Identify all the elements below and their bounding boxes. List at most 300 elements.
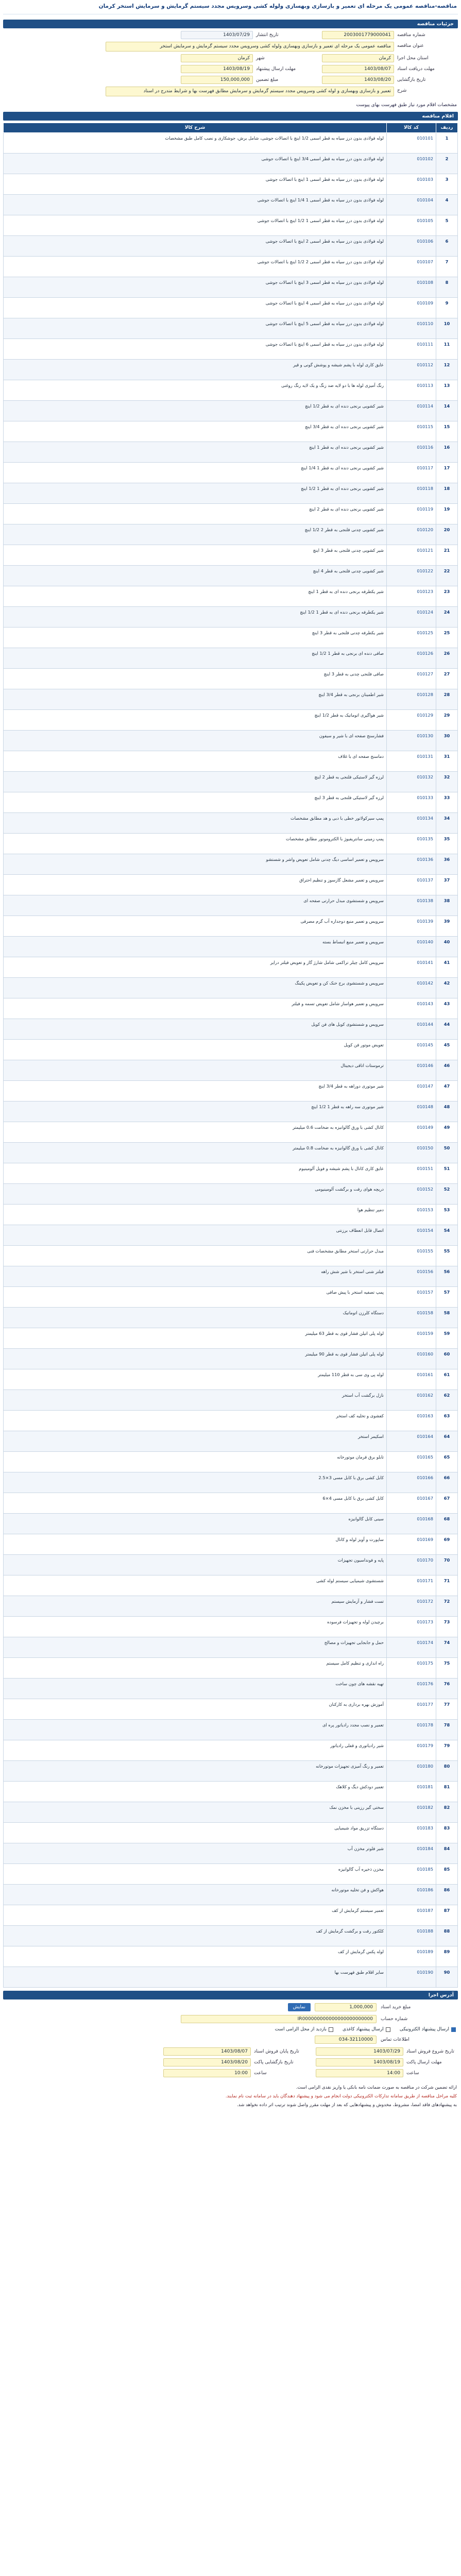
- table-row: [4, 937, 458, 957]
- item-code: 010147: [387, 1081, 436, 1101]
- item-row-number: 64: [436, 1431, 458, 1452]
- item-code: 010137: [387, 875, 436, 895]
- item-row-number: 57: [436, 1287, 458, 1308]
- item-code: 010160: [387, 1349, 436, 1369]
- item-row-number: 23: [436, 586, 458, 607]
- item-code: 010134: [387, 813, 436, 834]
- item-description: سرویس و تعمیر هواساز شامل تعویض تسمه و فیلتر: [4, 998, 387, 1019]
- item-row-number: 43: [436, 998, 458, 1019]
- item-code: 010188: [387, 1926, 436, 1946]
- item-row-number: 88: [436, 1926, 458, 1946]
- item-row-number: 20: [436, 524, 458, 545]
- table-row: [4, 854, 458, 875]
- item-row-number: 12: [436, 360, 458, 380]
- item-row-number: 9: [436, 298, 458, 318]
- checkbox-checked-icon[interactable]: [451, 2027, 456, 2032]
- row-description: [3, 87, 458, 96]
- item-description: سختی گیر رزینی با مخزن نمک: [4, 1802, 387, 1823]
- item-code: 010184: [387, 1843, 436, 1864]
- section-details: جزئیات مناقصه: [3, 20, 458, 28]
- table-row: [4, 1782, 458, 1802]
- item-row-number: 82: [436, 1802, 458, 1823]
- item-row-number: 38: [436, 895, 458, 916]
- item-code: 010107: [387, 257, 436, 277]
- table-row: [4, 978, 458, 998]
- item-code: 010163: [387, 1411, 436, 1431]
- times-row: [3, 2069, 458, 2077]
- table-row: [4, 257, 458, 277]
- date-label: تاریخ پایان فروش اسناد: [254, 2049, 299, 2054]
- table-row: [4, 1720, 458, 1740]
- city-label: شهر: [256, 56, 265, 61]
- item-row-number: 77: [436, 1699, 458, 1720]
- date-label: مهلت ارسال پاکت: [406, 2060, 442, 2065]
- doc-price-label: مبلغ خرید اسناد: [381, 2005, 411, 2010]
- item-row-number: 56: [436, 1266, 458, 1287]
- table-row: [4, 339, 458, 360]
- item-row-number: 81: [436, 1782, 458, 1802]
- item-code: 010158: [387, 1308, 436, 1328]
- item-row-number: 45: [436, 1040, 458, 1060]
- row-open: [3, 76, 458, 84]
- table-row: [4, 1885, 458, 1905]
- item-code: 010110: [387, 318, 436, 339]
- table-row: [4, 1328, 458, 1349]
- item-description: صافی فلنجی چدنی به قطر 3 اینچ: [4, 669, 387, 689]
- item-description: ساپورت و آویز لوله و کانال: [4, 1534, 387, 1555]
- table-row: [4, 1431, 458, 1452]
- item-code: 010141: [387, 957, 436, 978]
- item-description: لوله پی وی سی به قطر 110 میلیمتر: [4, 1369, 387, 1390]
- col-row-header: ردیف: [436, 123, 458, 133]
- item-description: کانال کشی با ورق گالوانیزه به ضخامت 0.8 میلیمتر: [4, 1143, 387, 1163]
- table-row: [4, 483, 458, 504]
- item-code: 010115: [387, 421, 436, 442]
- item-description: شیر رادیاتوری و قفلی رادیاتور: [4, 1740, 387, 1761]
- item-row-number: 37: [436, 875, 458, 895]
- item-code: 010118: [387, 483, 436, 504]
- item-row-number: 61: [436, 1369, 458, 1390]
- item-row-number: 26: [436, 648, 458, 669]
- item-row-number: 55: [436, 1246, 458, 1266]
- table-row: [4, 298, 458, 318]
- item-row-number: 46: [436, 1060, 458, 1081]
- table-row: [4, 1184, 458, 1205]
- item-description: عایق کاری کانال با پشم شیشه و فویل آلومینیوم: [4, 1163, 387, 1184]
- item-code: 010106: [387, 236, 436, 257]
- table-row: [4, 710, 458, 731]
- item-description: لوله فولادی بدون درز سیاه به قطر اسمی 1 1/4 اینچ با اتصالات جوشی: [4, 195, 387, 215]
- table-row: [4, 133, 458, 154]
- table-row: [4, 401, 458, 421]
- item-code: 010162: [387, 1390, 436, 1411]
- item-code: 010148: [387, 1101, 436, 1122]
- item-code: 010189: [387, 1946, 436, 1967]
- table-row: [4, 957, 458, 978]
- table-row: [4, 1452, 458, 1472]
- item-description: نازل برگشت آب استخر: [4, 1390, 387, 1411]
- item-row-number: 28: [436, 689, 458, 710]
- item-description: سرویس و شستشوی مبدل حرارتی صفحه ای: [4, 895, 387, 916]
- table-row: [4, 772, 458, 792]
- item-description: پایه و فونداسیون تجهیزات: [4, 1555, 387, 1575]
- table-row: [4, 566, 458, 586]
- item-code: 010135: [387, 834, 436, 854]
- table-row: [4, 1699, 458, 1720]
- item-description: شیر موتوری سه راهه به قطر 1 1/2 اینچ: [4, 1101, 387, 1122]
- item-description: شستشوی شیمیایی سیستم لوله کشی: [4, 1575, 387, 1596]
- item-code: 010101: [387, 133, 436, 154]
- dates-row-2: [3, 2058, 458, 2066]
- item-description: پمپ سیرکولاتور خطی با دبی و هد مطابق مشخصات: [4, 813, 387, 834]
- item-row-number: 75: [436, 1658, 458, 1679]
- table-row: [4, 1390, 458, 1411]
- item-description: شیر کشویی برنجی دنده ای به قطر 1 1/2 اینچ: [4, 483, 387, 504]
- item-row-number: 13: [436, 380, 458, 401]
- table-row: [4, 1843, 458, 1864]
- table-row: [4, 524, 458, 545]
- table-row: [4, 731, 458, 751]
- note-item: کلیه مراحل مناقصه از طریق سامانه تدارکات الکترونیکی دولت انجام می شود و پیشنهاد دهندگان باید در سامانه ثبت نام نمایند.: [225, 2094, 457, 2099]
- item-row-number: 47: [436, 1081, 458, 1101]
- table-row: [4, 1369, 458, 1390]
- item-code: 010190: [387, 1967, 436, 1988]
- province-value: کرمان: [322, 54, 394, 62]
- item-code: 010159: [387, 1328, 436, 1349]
- table-row: [4, 875, 458, 895]
- section-place: آدرس اجرا: [3, 1991, 458, 1999]
- open-date-value: 1403/08/20: [322, 76, 394, 84]
- item-code: 010140: [387, 937, 436, 957]
- item-description: لوله فولادی بدون درز سیاه به قطر اسمی 1 اینچ با اتصالات جوشی: [4, 174, 387, 195]
- table-row: [4, 1658, 458, 1679]
- item-row-number: 90: [436, 1967, 458, 1988]
- checkbox-empty-icon[interactable]: [329, 2027, 333, 2032]
- item-description: دریچه هوای رفت و برگشت آلومینیومی: [4, 1184, 387, 1205]
- table-row: [4, 1122, 458, 1143]
- guarantee-label: مبلغ تضمین: [256, 77, 279, 82]
- item-description: شیر اطمینان برنجی به قطر 3/4 اینچ: [4, 689, 387, 710]
- send-deadline-value: 1403/08/19: [181, 65, 253, 73]
- item-code: 010131: [387, 751, 436, 772]
- item-code: 010167: [387, 1493, 436, 1514]
- option-paper[interactable]: [343, 2027, 390, 2032]
- section-items: اقلام مناقصه: [3, 112, 458, 121]
- item-row-number: 63: [436, 1411, 458, 1431]
- option-paper-label: ارسال پیشنهاد کاغذی: [343, 2027, 384, 2032]
- item-row-number: 74: [436, 1637, 458, 1658]
- item-row-number: 2: [436, 154, 458, 174]
- item-code: 010154: [387, 1225, 436, 1246]
- item-description: فشارسنج صفحه ای با شیر و سیفون: [4, 731, 387, 751]
- item-row-number: 68: [436, 1514, 458, 1534]
- table-row: [4, 1349, 458, 1369]
- item-row-number: 4: [436, 195, 458, 215]
- item-row-number: 59: [436, 1328, 458, 1349]
- row-deadline: [3, 65, 458, 73]
- table-row: [4, 1617, 458, 1637]
- item-row-number: 35: [436, 834, 458, 854]
- item-description: لوله فولادی بدون درز سیاه به قطر اسمی 1/2 اینچ با اتصالات جوشی، شامل برش، جوشکاری و نصب کامل طبق مشخصات: [4, 133, 387, 154]
- item-description: لوله پکس گرمایش از کف: [4, 1946, 387, 1967]
- item-description: هواکش و فن تخلیه موتورخانه: [4, 1885, 387, 1905]
- item-row-number: 6: [436, 236, 458, 257]
- item-row-number: 11: [436, 339, 458, 360]
- items-body: [4, 133, 458, 1988]
- row-number: [3, 31, 458, 39]
- table-row: [4, 1967, 458, 1988]
- table-row: [4, 792, 458, 813]
- item-row-number: 71: [436, 1575, 458, 1596]
- row-location: [3, 54, 458, 62]
- item-description: تعمیر و نصب مجدد رادیاتور پره ای: [4, 1720, 387, 1740]
- item-code: 010171: [387, 1575, 436, 1596]
- item-code: 010120: [387, 524, 436, 545]
- item-description: صافی دنده ای برنجی به قطر 1 1/2 اینچ: [4, 648, 387, 669]
- item-row-number: 36: [436, 854, 458, 875]
- option-visit[interactable]: [275, 2027, 333, 2032]
- tender-title-label: عنوان مناقصه: [397, 43, 424, 48]
- province-label: استان محل اجرا: [397, 56, 429, 61]
- item-row-number: 34: [436, 813, 458, 834]
- item-code: 010114: [387, 401, 436, 421]
- item-row-number: 21: [436, 545, 458, 566]
- table-row: [4, 1823, 458, 1843]
- item-description: تعمیر و رنگ آمیزی تجهیزات موتورخانه: [4, 1761, 387, 1782]
- item-row-number: 67: [436, 1493, 458, 1514]
- table-row: [4, 154, 458, 174]
- item-code: 010168: [387, 1514, 436, 1534]
- item-description: لوله پلی اتیلن فشار قوی به قطر 90 میلیمتر: [4, 1349, 387, 1369]
- show-button[interactable]: نمایش: [288, 2003, 311, 2011]
- item-description: سایر اقلام طبق فهرست بها: [4, 1967, 387, 1988]
- item-code: 010152: [387, 1184, 436, 1205]
- item-description: شیر موتوری دوراهه به قطر 3/4 اینچ: [4, 1081, 387, 1101]
- table-row: [4, 195, 458, 215]
- table-row: [4, 1225, 458, 1246]
- item-code: 010151: [387, 1163, 436, 1184]
- item-description: لوله فولادی بدون درز سیاه به قطر اسمی 3/4 اینچ با اتصالات جوشی: [4, 154, 387, 174]
- item-code: 010150: [387, 1143, 436, 1163]
- bank-value: IR000000000000000000000000: [181, 2015, 377, 2023]
- page-title: مناقصه-مناقصه عمومی یک مرحله ای تعمیر و بازسازی وبهسازی ولوله کشی وسرویس مجدد سیستم گرمایش و سرمایش استخر کرمان: [3, 2, 458, 14]
- item-row-number: 15: [436, 421, 458, 442]
- deadline-label: مهلت دریافت اسناد: [397, 66, 435, 72]
- table-row: [4, 1163, 458, 1184]
- contact-row: [3, 2036, 458, 2044]
- item-code: 010173: [387, 1617, 436, 1637]
- item-code: 010117: [387, 463, 436, 483]
- table-row: [4, 689, 458, 710]
- item-code: 010155: [387, 1246, 436, 1266]
- item-row-number: 73: [436, 1617, 458, 1637]
- item-row-number: 19: [436, 504, 458, 524]
- options-row: [5, 2027, 456, 2032]
- option-online[interactable]: [400, 2027, 456, 2032]
- col-code-header: کد کالا: [387, 123, 436, 133]
- description-value: تعمیر و بازسازی وبهسازی و لوله کشی وسرویس مجدد سیستم گرمایش و سرمایش مطابق فهرست بها و شرایط مندرج در اسناد: [106, 87, 394, 96]
- table-row: [4, 1308, 458, 1328]
- item-row-number: 51: [436, 1163, 458, 1184]
- item-description: مخزن ذخیره آب گالوانیزه: [4, 1864, 387, 1885]
- item-description: سرویس و تعمیر مشعل گازسوز و تنظیم احتراق: [4, 875, 387, 895]
- guarantee-value: 150,000,000: [181, 76, 253, 84]
- item-code: 010133: [387, 792, 436, 813]
- time-value: 14:00: [316, 2069, 403, 2077]
- item-description: لوله فولادی بدون درز سیاه به قطر اسمی 1 1/2 اینچ با اتصالات جوشی: [4, 215, 387, 236]
- item-row-number: 5: [436, 215, 458, 236]
- announce-date-value: 1403/07/29: [181, 31, 253, 39]
- item-code: 010161: [387, 1369, 436, 1390]
- date-label: تاریخ بازگشایی پاکت: [254, 2060, 294, 2065]
- item-code: 010174: [387, 1637, 436, 1658]
- table-row: [4, 1019, 458, 1040]
- item-row-number: 48: [436, 1101, 458, 1122]
- bank-label: شماره حساب: [381, 2016, 408, 2022]
- table-row: [4, 1761, 458, 1782]
- item-description: تست فشار و آزمایش سیستم: [4, 1596, 387, 1617]
- table-row: [4, 360, 458, 380]
- item-code: 010149: [387, 1122, 436, 1143]
- item-description: تعویض موتور فن کویل: [4, 1040, 387, 1060]
- item-code: 010126: [387, 648, 436, 669]
- item-description: سرویس و تعمیر منبع انبساط بسته: [4, 937, 387, 957]
- contact-label: اطلاعات تماس: [381, 2037, 409, 2042]
- item-row-number: 70: [436, 1555, 458, 1575]
- item-code: 010130: [387, 731, 436, 751]
- item-description: تعمیر سیستم گرمایش از کف: [4, 1905, 387, 1926]
- table-row: [4, 1637, 458, 1658]
- table-row: [4, 1040, 458, 1060]
- item-row-number: 62: [436, 1390, 458, 1411]
- table-row: [4, 669, 458, 689]
- table-row: [4, 1060, 458, 1081]
- table-row: [4, 586, 458, 607]
- item-code: 010112: [387, 360, 436, 380]
- table-row: [4, 442, 458, 463]
- item-code: 010179: [387, 1740, 436, 1761]
- table-row: [4, 834, 458, 854]
- item-description: لوله فولادی بدون درز سیاه به قطر اسمی 5 اینچ با اتصالات جوشی: [4, 318, 387, 339]
- item-code: 010145: [387, 1040, 436, 1060]
- item-code: 010119: [387, 504, 436, 524]
- item-description: راه اندازی و تنظیم کامل سیستم: [4, 1658, 387, 1679]
- item-code: 010178: [387, 1720, 436, 1740]
- table-row: [4, 318, 458, 339]
- table-row: [4, 236, 458, 257]
- item-code: 010153: [387, 1205, 436, 1225]
- table-row: [4, 1266, 458, 1287]
- item-row-number: 1: [436, 133, 458, 154]
- item-description: شیر هواگیری اتوماتیک به قطر 1/2 اینچ: [4, 710, 387, 731]
- item-description: لوله فولادی بدون درز سیاه به قطر اسمی 4 اینچ با اتصالات جوشی: [4, 298, 387, 318]
- item-description: رنگ آمیزی لوله ها با دو لایه ضد زنگ و یک لایه رنگ روغنی: [4, 380, 387, 401]
- item-row-number: 7: [436, 257, 458, 277]
- table-row: [4, 1514, 458, 1534]
- table-row: [4, 1555, 458, 1575]
- item-code: 010132: [387, 772, 436, 792]
- item-row-number: 52: [436, 1184, 458, 1205]
- item-code: 010182: [387, 1802, 436, 1823]
- table-row: [4, 1472, 458, 1493]
- item-description: حمل و جابجایی تجهیزات و مصالح: [4, 1637, 387, 1658]
- option-visit-label: بازدید از محل الزامی است: [275, 2027, 327, 2032]
- table-row: [4, 895, 458, 916]
- dates-row-1: [3, 2047, 458, 2056]
- item-description: دستگاه کلرزن اتوماتیک: [4, 1308, 387, 1328]
- send-deadline-label: مهلت ارسال پیشنهاد: [256, 66, 296, 72]
- item-code: 010124: [387, 607, 436, 628]
- table-row: [4, 1246, 458, 1266]
- item-row-number: 25: [436, 628, 458, 648]
- item-row-number: 54: [436, 1225, 458, 1246]
- date-value: 1403/08/20: [163, 2058, 251, 2066]
- item-code: 010127: [387, 669, 436, 689]
- item-row-number: 79: [436, 1740, 458, 1761]
- item-code: 010157: [387, 1287, 436, 1308]
- item-code: 010128: [387, 689, 436, 710]
- item-code: 010164: [387, 1431, 436, 1452]
- item-description: لرزه گیر لاستیکی فلنجی به قطر 2 اینچ: [4, 772, 387, 792]
- item-code: 010177: [387, 1699, 436, 1720]
- item-code: 010111: [387, 339, 436, 360]
- table-row: [4, 813, 458, 834]
- item-row-number: 8: [436, 277, 458, 298]
- table-header-row: [4, 123, 458, 133]
- item-row-number: 18: [436, 483, 458, 504]
- item-code: 010105: [387, 215, 436, 236]
- table-row: [4, 1534, 458, 1555]
- notes: [3, 2084, 458, 2109]
- item-code: 010183: [387, 1823, 436, 1843]
- tender-number-label: شماره مناقصه: [397, 32, 425, 38]
- bank-row: [3, 2015, 458, 2023]
- item-row-number: 87: [436, 1905, 458, 1926]
- item-description: اسکیمر استخر: [4, 1431, 387, 1452]
- item-row-number: 44: [436, 1019, 458, 1040]
- item-code: 010138: [387, 895, 436, 916]
- city-value: کرمان: [181, 54, 253, 62]
- table-row: [4, 463, 458, 483]
- item-description: تهیه نقشه های چون ساخت: [4, 1679, 387, 1699]
- item-description: اتصال قابل انعطاف برزنتی: [4, 1225, 387, 1246]
- table-row: [4, 1205, 458, 1225]
- table-row: [4, 215, 458, 236]
- checkbox-empty-icon[interactable]: [386, 2027, 390, 2032]
- table-row: [4, 751, 458, 772]
- item-code: 010113: [387, 380, 436, 401]
- item-code: 010102: [387, 154, 436, 174]
- item-code: 010104: [387, 195, 436, 215]
- item-description: ترموستات اتاقی دیجیتال: [4, 1060, 387, 1081]
- item-row-number: 58: [436, 1308, 458, 1328]
- item-row-number: 14: [436, 401, 458, 421]
- item-code: 010186: [387, 1885, 436, 1905]
- item-row-number: 53: [436, 1205, 458, 1225]
- item-row-number: 80: [436, 1761, 458, 1782]
- item-row-number: 49: [436, 1122, 458, 1143]
- item-code: 010176: [387, 1679, 436, 1699]
- table-row: [4, 1802, 458, 1823]
- item-row-number: 78: [436, 1720, 458, 1740]
- item-description: سرویس و شستشوی برج خنک کن و تعویض پکینگ: [4, 978, 387, 998]
- item-code: 010156: [387, 1266, 436, 1287]
- item-row-number: 24: [436, 607, 458, 628]
- doc-price-value: 1,000,000: [315, 2003, 377, 2011]
- item-row-number: 31: [436, 751, 458, 772]
- table-row: [4, 1575, 458, 1596]
- item-code: 010180: [387, 1761, 436, 1782]
